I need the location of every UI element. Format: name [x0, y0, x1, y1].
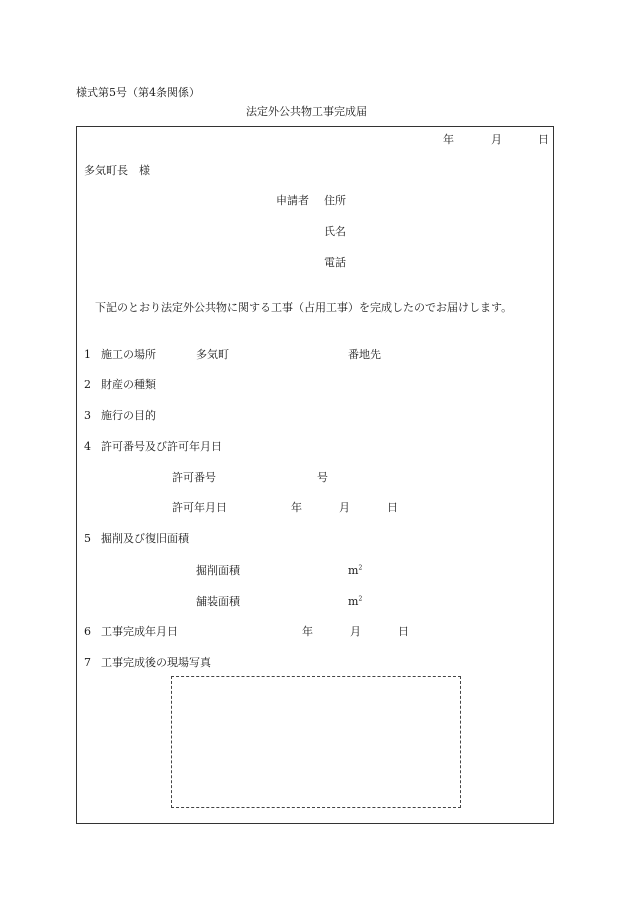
- permit-number-suffix: 号: [317, 471, 328, 484]
- item-4-label: 許可番号及び許可年月日: [101, 440, 222, 453]
- addressee: 多気町長 様: [84, 164, 150, 177]
- pave-area-unit: $m^2$: [348, 595, 363, 608]
- site-town: 多気町: [196, 348, 229, 361]
- item-1-number: 1: [84, 348, 91, 361]
- applicant-name-label: 氏名: [324, 225, 346, 238]
- permit-number-label: 許可番号: [172, 471, 216, 484]
- item-2-label: 財産の種類: [101, 378, 156, 391]
- form-title: 法定外公共物工事完成届: [246, 105, 367, 118]
- permit-day: 日: [387, 501, 398, 514]
- applicant-phone-label: 電話: [324, 256, 346, 269]
- dig-area-label: 掘削面積: [196, 564, 240, 577]
- photo-placeholder: [171, 676, 461, 808]
- completion-month: 月: [350, 625, 361, 638]
- site-suffix: 番地先: [348, 348, 381, 361]
- date-day: 日: [538, 133, 549, 146]
- item-6-number: 6: [84, 625, 91, 638]
- statement: 下記のとおり法定外公共物に関する工事（占用工事）を完成したのでお届けします。: [95, 301, 513, 314]
- item-1-label: 施工の場所: [101, 348, 156, 361]
- item-3-label: 施行の目的: [101, 409, 156, 422]
- applicant-address-label: 住所: [324, 194, 346, 207]
- completion-day: 日: [398, 625, 409, 638]
- item-7-label: 工事完成後の現場写真: [101, 656, 211, 669]
- item-5-number: 5: [84, 532, 91, 545]
- applicant-label: 申請者: [276, 194, 309, 207]
- date-year: 年: [443, 133, 454, 146]
- completion-year: 年: [302, 625, 313, 638]
- permit-year: 年: [291, 501, 302, 514]
- item-6-label: 工事完成年月日: [101, 625, 178, 638]
- form-reference: 様式第5号（第4条関係）: [76, 86, 200, 99]
- permit-date-label: 許可年月日: [172, 501, 227, 514]
- item-5-label: 掘削及び復旧面積: [101, 532, 189, 545]
- permit-month: 月: [339, 501, 350, 514]
- item-7-number: 7: [84, 656, 91, 669]
- item-4-number: 4: [84, 440, 91, 453]
- pave-area-label: 舗装面積: [196, 595, 240, 608]
- item-2-number: 2: [84, 378, 91, 391]
- dig-area-unit: $m^2$: [348, 564, 363, 577]
- item-3-number: 3: [84, 409, 91, 422]
- date-month: 月: [491, 133, 502, 146]
